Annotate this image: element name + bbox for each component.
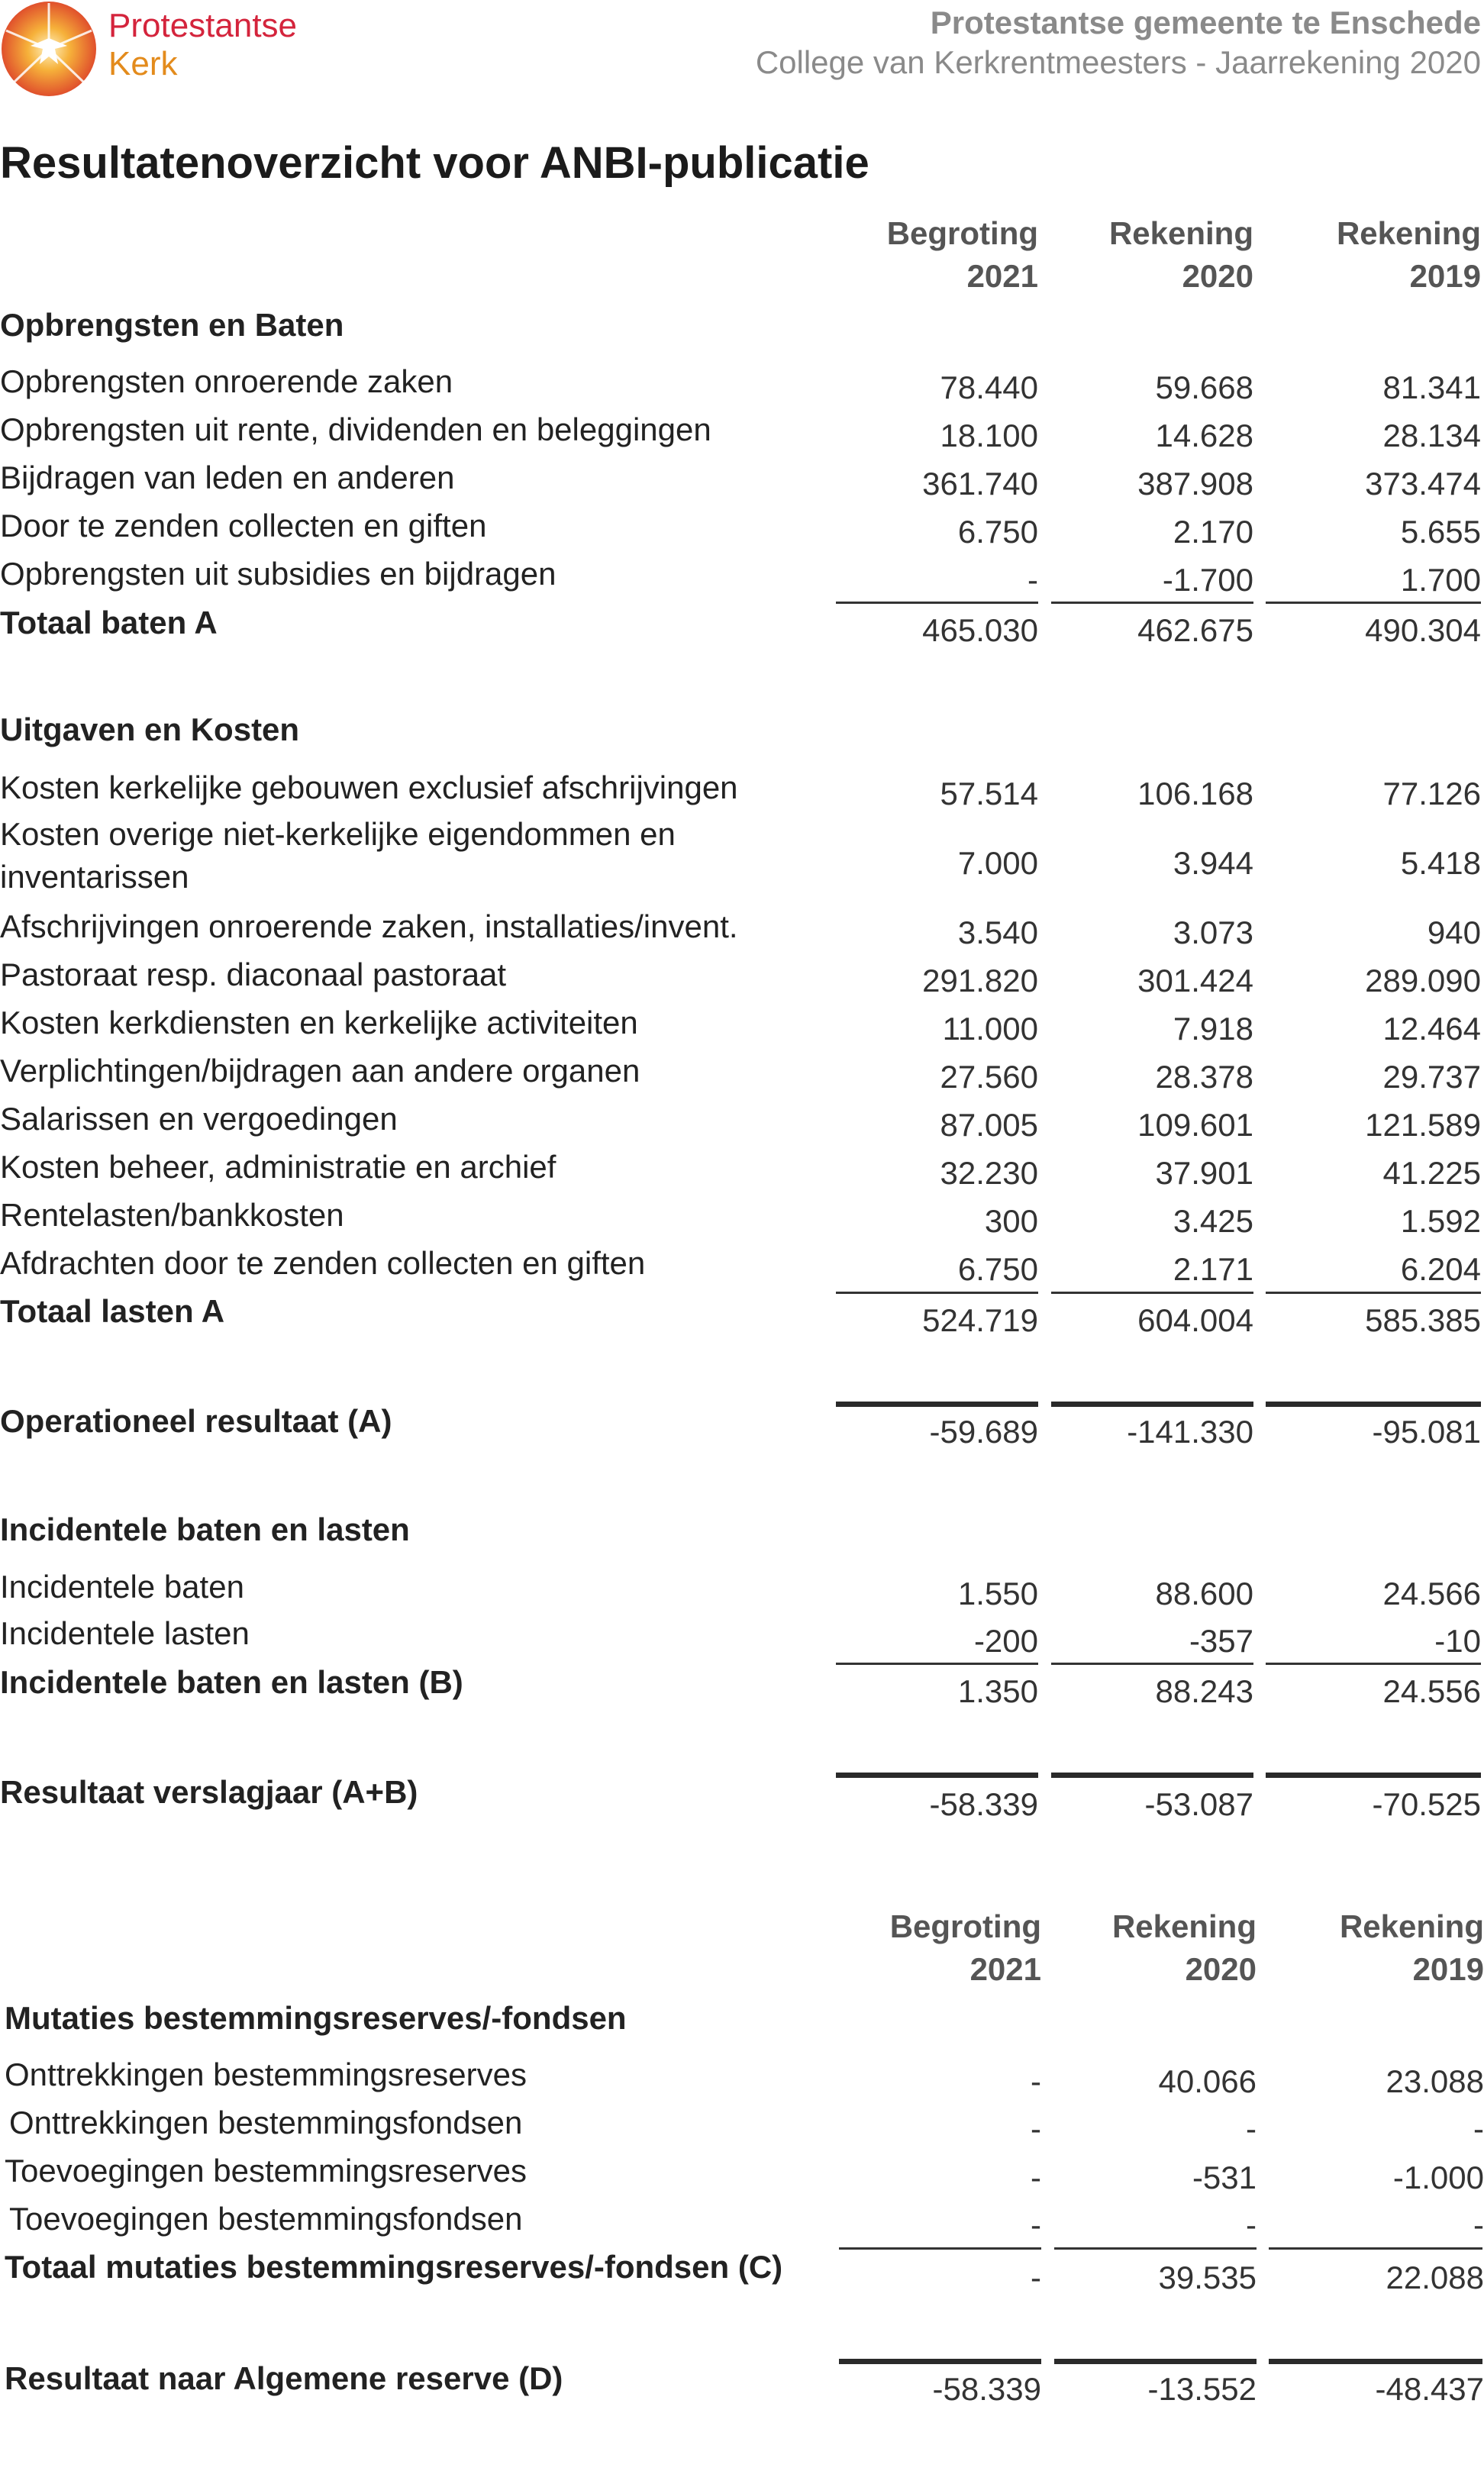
subtotal-rule [1051, 602, 1253, 604]
cell-value: 6.204 [1400, 1251, 1481, 1287]
column-header-top: Rekening [1336, 215, 1481, 251]
year-result-label: Resultaat verslagjaar (A+B) [0, 1774, 418, 1810]
subtotal-rule [1054, 2247, 1257, 2250]
cell-value: -1.700 [1162, 562, 1253, 598]
cell-value: 106.168 [1137, 776, 1253, 811]
cell-value: 78.440 [940, 369, 1038, 405]
cell-value: - [1246, 2111, 1257, 2147]
cell-value: -10 [1434, 1623, 1481, 1659]
total-value: 604.004 [1137, 1302, 1253, 1338]
result-rule [836, 1402, 1038, 1407]
cell-value: 109.601 [1137, 1107, 1253, 1143]
total-value: 490.304 [1365, 612, 1481, 648]
cell-value: 24.566 [1382, 1576, 1481, 1611]
row-label: Kosten overige niet-kerkelijke eigendommen en [0, 816, 676, 852]
cell-value: 77.126 [1382, 776, 1481, 811]
general-reserve-result-value: -58.339 [932, 2371, 1041, 2407]
cell-value: - [1031, 2160, 1041, 2195]
cell-value: 11.000 [942, 1011, 1038, 1047]
cell-value: 12.464 [1382, 1011, 1481, 1047]
subtotal-rule [839, 2247, 1041, 2250]
total-value: 524.719 [922, 1302, 1038, 1338]
subtotal-rule [836, 1292, 1038, 1294]
cell-value: -531 [1192, 2160, 1257, 2195]
cell-value: 87.005 [940, 1107, 1038, 1143]
row-label: Afschrijvingen onroerende zaken, installaties/invent. [0, 908, 738, 944]
total-label: Totaal lasten A [0, 1293, 225, 1329]
row-label: Door te zenden collecten en giften [0, 508, 487, 544]
operational-result-value: -141.330 [1127, 1414, 1253, 1450]
cell-value: 88.600 [1155, 1576, 1253, 1611]
result-rule [839, 2359, 1041, 2364]
section-heading-lasten: Uitgaven en Kosten [0, 711, 300, 747]
cell-value: 1.700 [1400, 562, 1481, 598]
total-label: Totaal baten A [0, 605, 218, 640]
subtotal-rule [836, 602, 1038, 604]
result-rule [1051, 1773, 1253, 1778]
cell-value: 3.540 [957, 915, 1038, 950]
cell-value: 28.134 [1382, 418, 1481, 453]
column-header-rekening-2019 [1286, 1905, 1484, 1991]
cell-value: 81.341 [1382, 369, 1481, 405]
cell-value: -357 [1189, 1623, 1253, 1659]
row-label: Bijdragen van leden en anderen [0, 460, 455, 495]
cell-value: 291.820 [922, 963, 1038, 998]
cell-value: 289.090 [1365, 963, 1481, 998]
row-label: Toevoegingen bestemmingsfondsen [9, 2201, 523, 2237]
cell-value: - [1473, 2207, 1484, 2243]
cell-value: 1.550 [957, 1576, 1038, 1611]
general-reserve-result-value: -13.552 [1147, 2371, 1257, 2407]
cell-value: 14.628 [1155, 418, 1253, 453]
operational-result-value: -95.081 [1372, 1414, 1481, 1450]
row-label: Pastoraat resp. diaconaal pastoraat [0, 956, 507, 992]
total-value: 22.088 [1386, 2260, 1484, 2295]
general-reserve-result-value: -48.437 [1375, 2371, 1484, 2407]
row-label: Kosten kerkdiensten en kerkelijke activiteiten [0, 1005, 638, 1040]
cell-value: 300 [984, 1203, 1038, 1239]
result-rule [1051, 1402, 1253, 1407]
cell-value: 7.000 [957, 845, 1038, 881]
total-value: 39.535 [1158, 2260, 1257, 2295]
row-label: Rentelasten/bankkosten [0, 1197, 344, 1233]
subtotal-rule [1051, 1663, 1253, 1665]
cell-value: 940 [1427, 915, 1481, 950]
total-label: Totaal mutaties bestemmingsreserves/-fondsen (C) [5, 2249, 783, 2285]
cell-value: 59.668 [1155, 369, 1253, 405]
cell-value: 6.750 [957, 514, 1038, 550]
subtotal-rule [836, 1663, 1038, 1665]
cell-value: -1.000 [1392, 2160, 1484, 2195]
subtotal-rule [1266, 1663, 1481, 1665]
column-header-top: Rekening [1108, 215, 1253, 251]
cell-value: 3.073 [1173, 915, 1253, 950]
cell-value: 18.100 [940, 418, 1038, 453]
year-result-value: -58.339 [929, 1786, 1038, 1822]
cell-value: - [1028, 562, 1038, 598]
column-header-rekening-2020 [1055, 212, 1253, 298]
total-value: - [1031, 2260, 1041, 2295]
column-header-year: 2021 [966, 258, 1038, 294]
column-header-top: Begroting [889, 1908, 1041, 1944]
row-label: Opbrengsten uit rente, dividenden en beleggingen [0, 411, 711, 447]
cell-value: 29.737 [1382, 1059, 1481, 1095]
result-rule [1266, 1773, 1481, 1778]
column-header-top: Rekening [1111, 1908, 1257, 1944]
row-label-continued: inventarissen [0, 859, 189, 895]
cell-value: - [1246, 2207, 1257, 2243]
cell-value: 121.589 [1365, 1107, 1481, 1143]
cell-value: -200 [973, 1623, 1038, 1659]
year-result-value: -53.087 [1144, 1786, 1253, 1822]
row-label: Kosten kerkelijke gebouwen exclusief afschrijvingen [0, 769, 738, 805]
cell-value: 301.424 [1137, 963, 1253, 998]
subtotal-rule [1266, 1292, 1481, 1294]
cell-value: 387.908 [1137, 466, 1253, 502]
cell-value: 37.901 [1155, 1155, 1253, 1191]
subtotal-rule [1051, 1292, 1253, 1294]
organization-name: Protestantse gemeente te Enschede [930, 5, 1481, 40]
row-label: Kosten beheer, administratie en archief [0, 1149, 556, 1185]
row-label: Onttrekkingen bestemmingsreserves [5, 2056, 527, 2092]
row-label: Opbrengsten onroerende zaken [0, 363, 453, 399]
cell-value: - [1031, 2111, 1041, 2147]
cell-value: 361.740 [922, 466, 1038, 502]
section-heading-mutaties: Mutaties bestemmingsreserves/-fondsen [5, 2000, 627, 2036]
total-value: 462.675 [1137, 612, 1253, 648]
row-label: Salarissen en vergoedingen [0, 1101, 398, 1137]
section-heading-incidenteel: Incidentele baten en lasten [0, 1511, 410, 1547]
total-value: 465.030 [922, 612, 1038, 648]
column-header-year: 2020 [1185, 1951, 1257, 1987]
total-value: 24.556 [1382, 1673, 1481, 1709]
total-value: 88.243 [1155, 1673, 1253, 1709]
report-name: College van Kerkrentmeesters - Jaarrekening 2020 [755, 44, 1481, 80]
page-title: Resultatenoverzicht voor ANBI-publicatie [0, 138, 869, 188]
row-label: Toevoegingen bestemmingsreserves [5, 2153, 527, 2189]
subtotal-rule [1266, 602, 1481, 604]
cell-value: 32.230 [940, 1155, 1038, 1191]
subtotal-rule [1269, 2247, 1482, 2250]
column-header-top: Rekening [1339, 1908, 1484, 1944]
result-rule [1054, 2359, 1257, 2364]
column-header-year: 2019 [1412, 1951, 1484, 1987]
cell-value: - [1473, 2111, 1484, 2147]
cell-value: 5.655 [1400, 514, 1481, 550]
logo-text-line1: Protestantse [108, 7, 298, 44]
row-label: Afdrachten door te zenden collecten en giften [0, 1245, 646, 1281]
operational-result-value: -59.689 [929, 1414, 1038, 1450]
column-header-year: 2019 [1409, 258, 1481, 294]
general-reserve-result-label: Resultaat naar Algemene reserve (D) [5, 2360, 563, 2396]
cell-value: 57.514 [940, 776, 1038, 811]
row-label: Onttrekkingen bestemmingsfondsen [9, 2105, 523, 2140]
logo [0, 0, 336, 99]
cell-value: 40.066 [1158, 2063, 1257, 2099]
column-header-rekening-2019 [1282, 212, 1481, 298]
cell-value: 7.918 [1173, 1011, 1253, 1047]
column-header-year: 2020 [1182, 258, 1253, 294]
column-header-top: Begroting [886, 215, 1038, 251]
cell-value: 41.225 [1382, 1155, 1481, 1191]
cell-value: 2.171 [1173, 1251, 1253, 1287]
row-label: Opbrengsten uit subsidies en bijdragen [0, 556, 556, 592]
result-rule [1269, 2359, 1482, 2364]
cell-value: 3.944 [1173, 845, 1253, 881]
cell-value: 23.088 [1386, 2063, 1484, 2099]
section-heading-baten: Opbrengsten en Baten [0, 307, 344, 343]
cell-value: 5.418 [1400, 845, 1481, 881]
operational-result-label: Operationeel resultaat (A) [0, 1403, 392, 1439]
cell-value: 2.170 [1173, 514, 1253, 550]
cell-value: 1.592 [1400, 1203, 1481, 1239]
row-label: Incidentele baten [0, 1569, 244, 1605]
protestantse-kerk-logo-icon [0, 0, 98, 98]
column-header-rekening-2020 [1058, 1905, 1257, 1991]
row-label: Verplichtingen/bijdragen aan andere organen [0, 1053, 640, 1089]
result-rule [836, 1773, 1038, 1778]
total-label: Incidentele baten en lasten (B) [0, 1664, 463, 1700]
cell-value: 373.474 [1365, 466, 1481, 502]
total-value: 585.385 [1365, 1302, 1481, 1338]
result-rule [1266, 1402, 1481, 1407]
year-result-value: -70.525 [1372, 1786, 1481, 1822]
logo-text-line2: Kerk [108, 45, 178, 82]
column-header-begroting-2021 [840, 212, 1038, 298]
column-header-begroting-2021 [843, 1905, 1041, 1991]
cell-value: - [1031, 2207, 1041, 2243]
total-value: 1.350 [957, 1673, 1038, 1709]
cell-value: 3.425 [1173, 1203, 1253, 1239]
cell-value: 28.378 [1155, 1059, 1253, 1095]
column-header-year: 2021 [969, 1951, 1041, 1987]
cell-value: 27.560 [940, 1059, 1038, 1095]
cell-value: - [1031, 2063, 1041, 2099]
cell-value: 6.750 [957, 1251, 1038, 1287]
row-label: Incidentele lasten [0, 1615, 250, 1651]
